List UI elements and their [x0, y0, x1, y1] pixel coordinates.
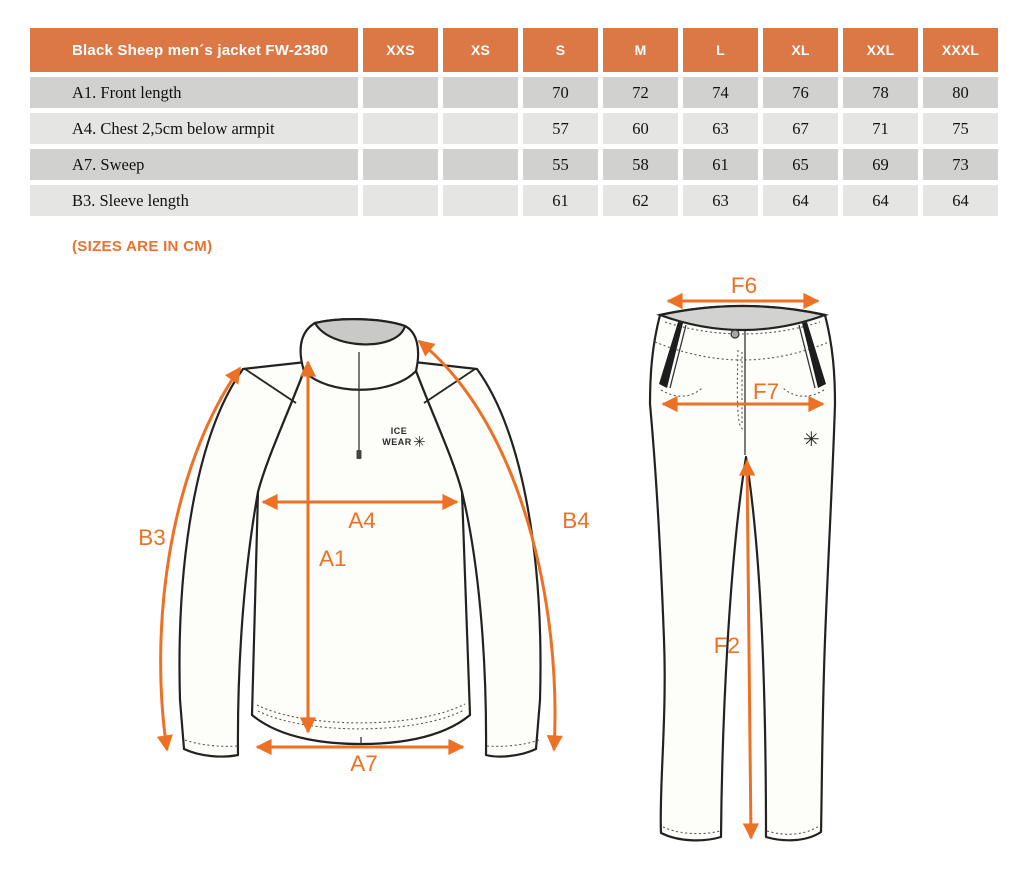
size-cell: [443, 113, 518, 144]
column-header-xxs: XXS: [363, 28, 438, 72]
label-a1: A1: [319, 546, 347, 571]
size-cell: 63: [683, 185, 758, 216]
row-label: A4. Chest 2,5cm below armpit: [30, 113, 358, 144]
size-cell: 57: [523, 113, 598, 144]
snowflake-icon: ✳: [803, 427, 820, 451]
table-row: [30, 113, 998, 144]
size-cell: 70: [523, 77, 598, 108]
label-a4: A4: [348, 508, 376, 533]
arrow-f2: [747, 461, 751, 838]
size-cell: 64: [763, 185, 838, 216]
size-cell: 64: [923, 185, 998, 216]
logo-text-top: ICE: [390, 426, 408, 436]
size-cell: 58: [603, 149, 678, 180]
table-header-row: [30, 28, 998, 72]
size-cell: 65: [763, 149, 838, 180]
size-cell: 74: [683, 77, 758, 108]
measurement-diagrams: [0, 260, 1032, 885]
row-label: A1. Front length: [30, 77, 358, 108]
size-cell: 76: [763, 77, 838, 108]
size-cell: 71: [843, 113, 918, 144]
jacket-drawing: [138, 319, 590, 776]
column-header-xs: XS: [443, 28, 518, 72]
logo-text-bottom: WEAR: [382, 437, 412, 447]
size-cell: [443, 77, 518, 108]
waist-button: [731, 330, 739, 338]
label-a7: A7: [350, 751, 378, 776]
column-header-l: L: [683, 28, 758, 72]
size-cell: [363, 185, 438, 216]
size-cell: [443, 149, 518, 180]
column-header-xxl: XXL: [843, 28, 918, 72]
sizes-note: (SIZES ARE IN CM): [72, 238, 213, 255]
label-b3: B3: [138, 525, 166, 550]
size-cell: 63: [683, 113, 758, 144]
snowflake-icon: ✳: [413, 433, 426, 451]
size-cell: 67: [763, 113, 838, 144]
size-cell: 62: [603, 185, 678, 216]
column-header-xl: XL: [763, 28, 838, 72]
table-row: [30, 77, 998, 108]
size-cell: 75: [923, 113, 998, 144]
size-chart-table: [25, 23, 1003, 221]
size-cell: [363, 149, 438, 180]
size-cell: 61: [683, 149, 758, 180]
label-f7: F7: [752, 379, 780, 404]
size-cell: 80: [923, 77, 998, 108]
row-label: A7. Sweep: [30, 149, 358, 180]
table-row: [30, 149, 998, 180]
label-b4: B4: [562, 508, 590, 533]
table-row: [30, 185, 998, 216]
size-cell: 60: [603, 113, 678, 144]
column-header-s: S: [523, 28, 598, 72]
label-f2: F2: [713, 633, 740, 658]
row-label: B3. Sleeve length: [30, 185, 358, 216]
size-cell: 69: [843, 149, 918, 180]
jacket-body: [252, 371, 470, 744]
table-title: Black Sheep men´s jacket FW-2380: [30, 28, 358, 72]
size-cell: 64: [843, 185, 918, 216]
zipper-pull: [357, 450, 362, 459]
column-header-m: M: [603, 28, 678, 72]
size-cell: [363, 113, 438, 144]
pants-drawing: [650, 273, 835, 840]
column-header-xxxl: XXXL: [923, 28, 998, 72]
size-cell: 55: [523, 149, 598, 180]
size-cell: 73: [923, 149, 998, 180]
size-cell: [363, 77, 438, 108]
size-cell: 61: [523, 185, 598, 216]
size-cell: [443, 185, 518, 216]
size-cell: 72: [603, 77, 678, 108]
size-cell: 78: [843, 77, 918, 108]
label-f6: F6: [730, 273, 758, 298]
